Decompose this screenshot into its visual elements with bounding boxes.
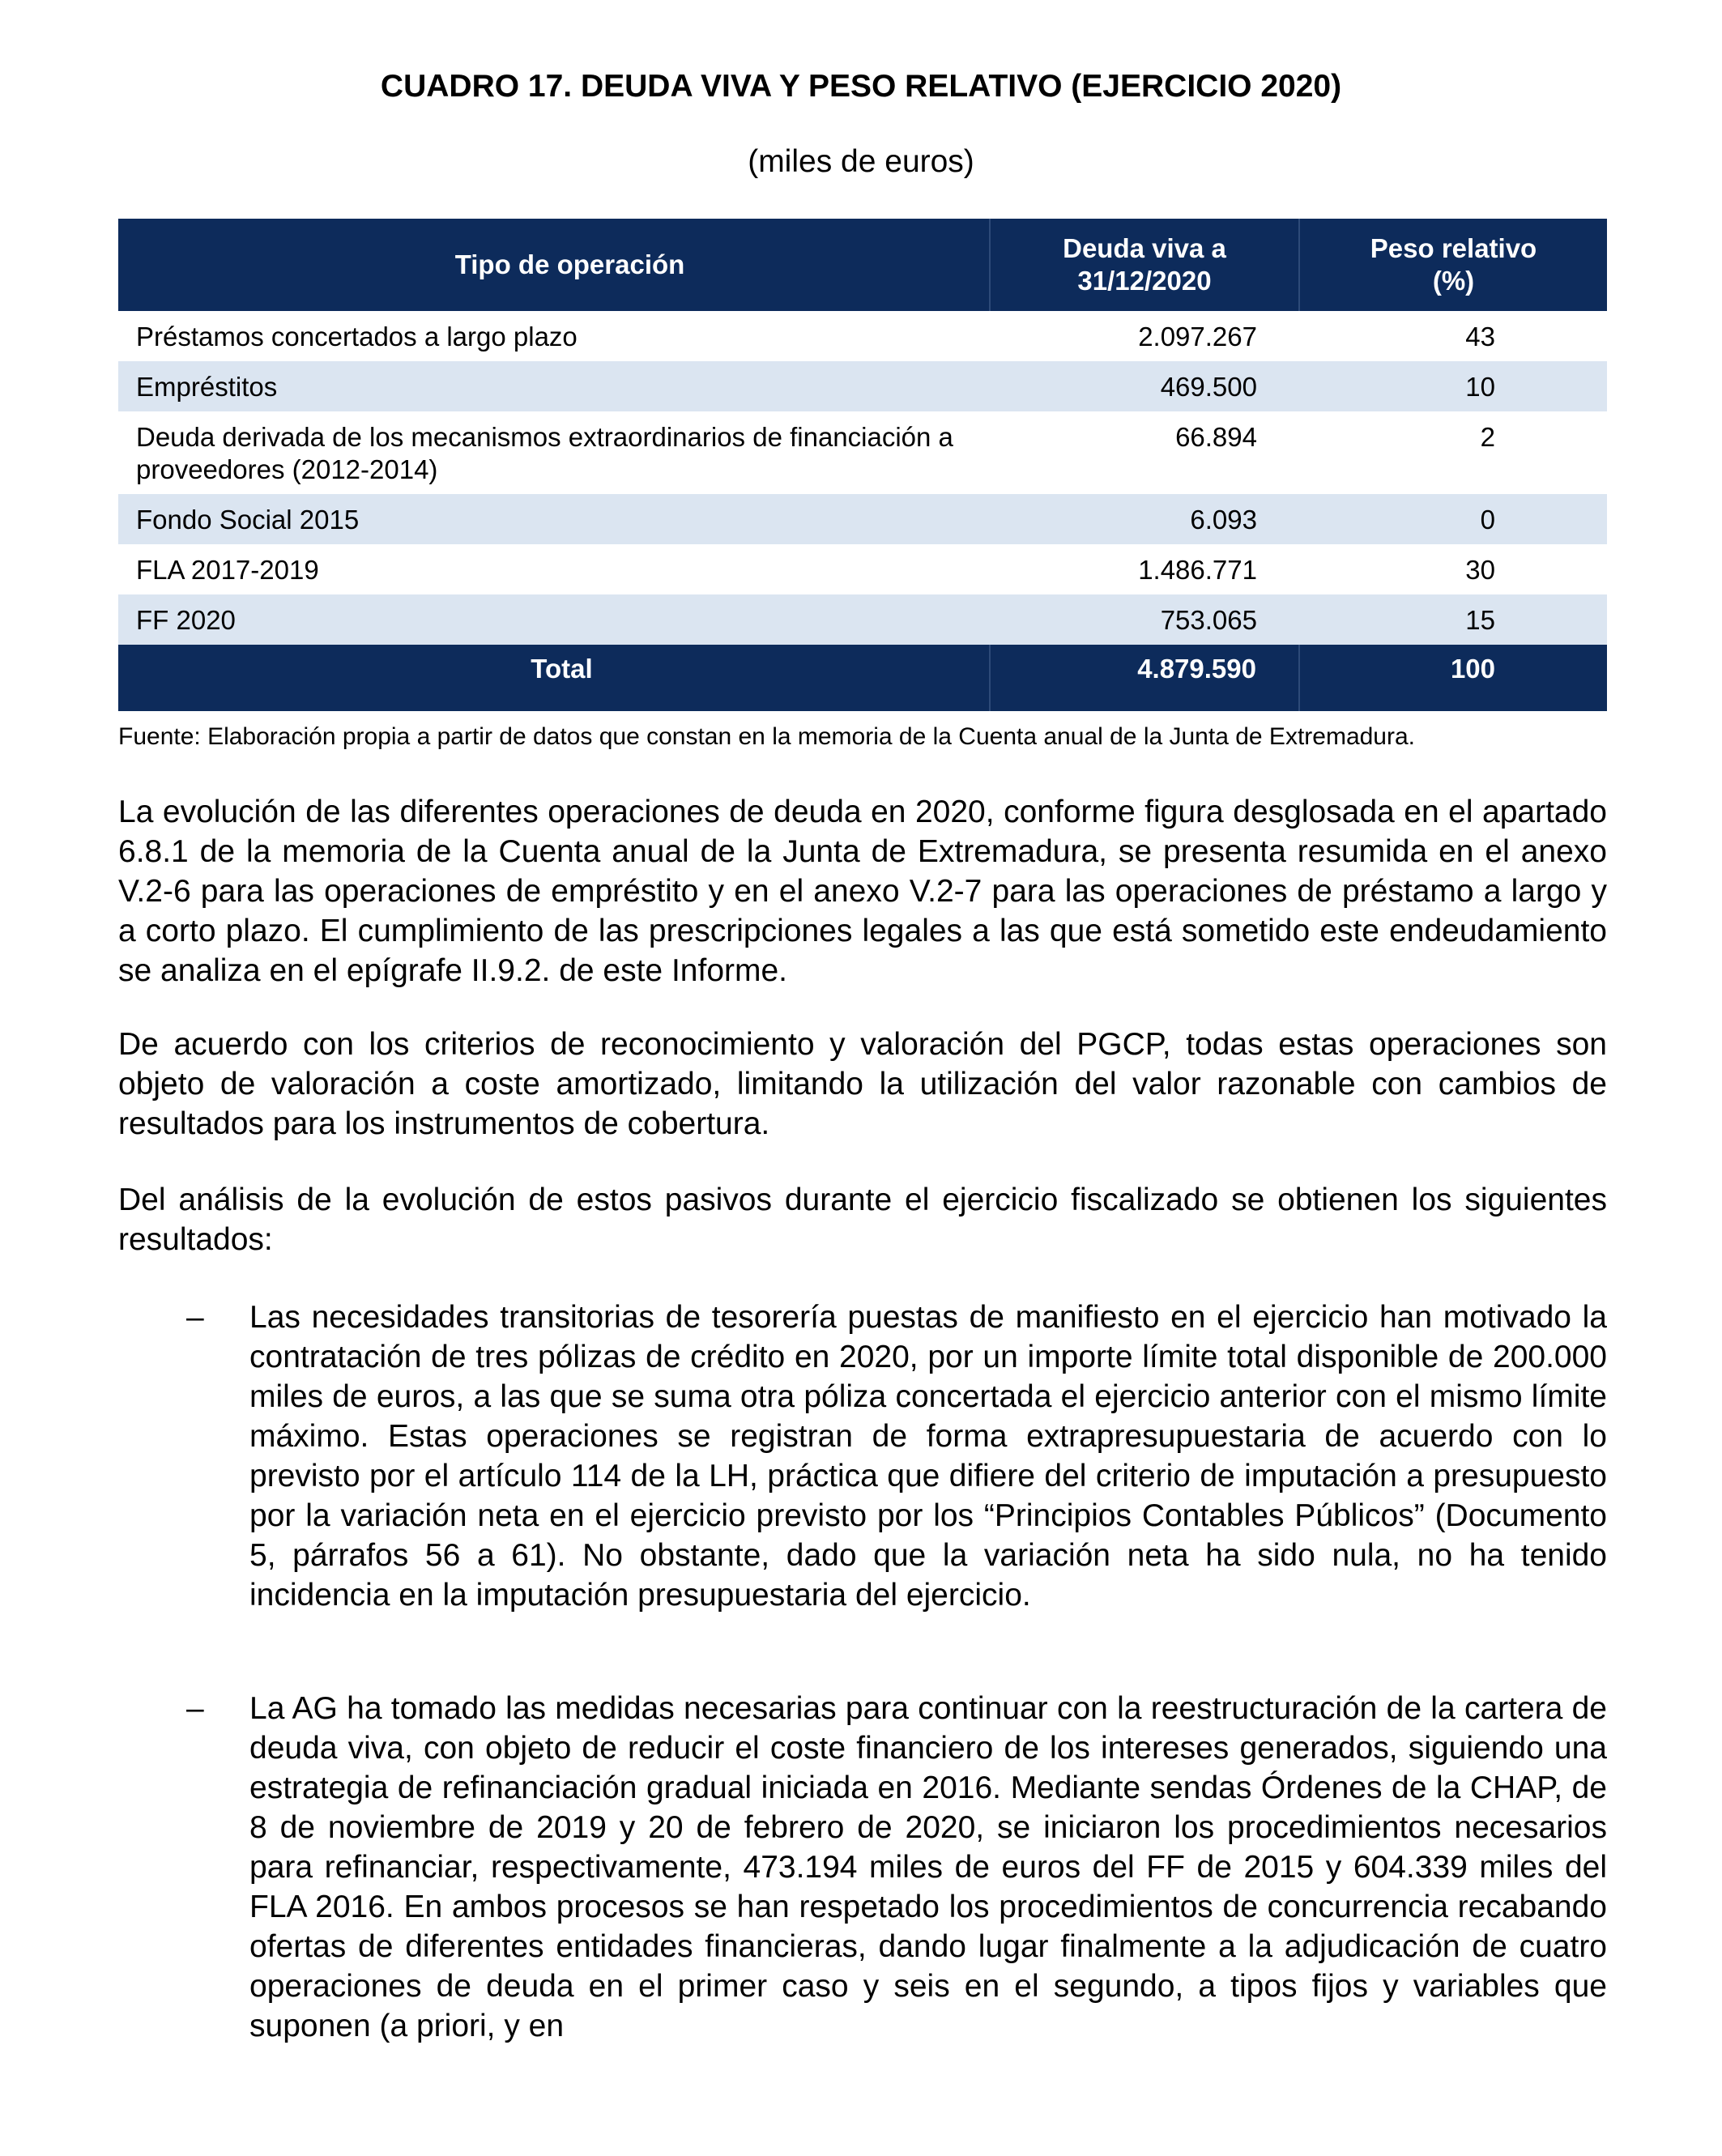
table-subtitle: (miles de euros) bbox=[748, 144, 974, 179]
total-peso: 100 bbox=[1299, 645, 1607, 711]
bullet-item-2: La AG ha tomado las medidas necesarias para continuar con la reestructuración de la cartera de deuda viva, con objeto de reducir el coste financiero de los intereses generados, siguiendo una estrategia de refinanciación gradual iniciada en 2016. Mediante sendas Órdenes de la CHAP, de 8 de noviembre de 2019 y 20 de febrero de 2020, se iniciaron los procedimientos necesarios para refinanciar, respectivamente, 473.194 miles de euros del FF de 2015 y 604.339 miles del FLA 2016. En ambos procesos se han respetado los procedimientos de concurrencia recabando ofertas de diferentes entidades financieras, dando lugar finalmente a la adjudicación de cuatro operaciones de deuda en el primer caso y seis en el segundo, a tipos fijos y variables que suponen (a priori, y en bbox=[249, 1691, 1607, 2043]
table-row bbox=[118, 361, 1607, 411]
header-peso-line2: (%) bbox=[1432, 266, 1475, 296]
row-deuda: 753.065 bbox=[990, 594, 1299, 645]
row-label: Empréstitos bbox=[118, 361, 990, 411]
row-deuda: 1.486.771 bbox=[1138, 555, 1257, 585]
table-source-note: Fuente: Elaboración propia a partir de datos que constan en la memoria de la Cuenta anual de la Junta de Extremadura. bbox=[118, 723, 1416, 750]
table-row bbox=[118, 411, 1607, 494]
paragraph-1: La evolución de las diferentes operaciones de deuda en 2020, conforme figura desglosada en el apartado 6.8.1 de la memoria de la Cuenta anual de la Junta de Extremadura, se presenta resumida en el anexo V.2-6 para las operaciones de empréstito y en el anexo V.2-7 para las operaciones de préstamo a largo y a corto plazo. El cumplimiento de las prescripciones legales a las que está sometido este endeudamiento se analiza en el epígrafe II.9.2. de este Informe. bbox=[118, 795, 1607, 988]
header-deuda-line2: 31/12/2020 bbox=[1077, 266, 1212, 296]
row-label: Préstamos concertados a largo plazo bbox=[136, 322, 578, 352]
row-peso: 2 bbox=[1480, 422, 1495, 452]
header-peso bbox=[1299, 219, 1607, 311]
header-tipo: Tipo de operación bbox=[118, 219, 990, 311]
row-peso: 43 bbox=[1465, 322, 1495, 352]
table-row bbox=[118, 544, 1607, 594]
table-title: CUADRO 17. DEUDA VIVA Y PESO RELATIVO (EJERCICIO 2020) bbox=[380, 69, 1342, 104]
paragraph-2: De acuerdo con los criterios de reconocimiento y valoración del PGCP, todas estas operaciones son objeto de valoración a coste amortizado, limitando la utilización del valor razonable con cambios de resultados para los instrumentos de cobertura. bbox=[118, 1027, 1607, 1141]
row-deuda: 469.500 bbox=[990, 361, 1299, 411]
row-peso: 30 bbox=[1465, 555, 1495, 585]
row-label: Deuda derivada de los mecanismos extraordinarios de financiación a proveedores (2012-2014) bbox=[136, 422, 953, 484]
header-deuda bbox=[990, 219, 1299, 311]
bullet-dash-2: – bbox=[186, 1691, 204, 1726]
row-deuda: 66.894 bbox=[1175, 422, 1257, 452]
row-peso: 15 bbox=[1299, 594, 1607, 645]
paragraph-3: Del análisis de la evolución de estos pasivos durante el ejercicio fiscalizado se obtienen los siguientes resultados: bbox=[118, 1182, 1607, 1257]
table-row bbox=[118, 594, 1607, 645]
header-peso-line1: Peso relativo bbox=[1370, 233, 1537, 263]
bullet-dash-1: – bbox=[186, 1300, 204, 1335]
total-label: Total bbox=[118, 645, 990, 711]
total-deuda: 4.879.590 bbox=[990, 645, 1299, 711]
row-label: Fondo Social 2015 bbox=[118, 494, 990, 544]
row-label: FLA 2017-2019 bbox=[136, 555, 319, 585]
table-row bbox=[118, 311, 1607, 361]
bullet-item-1: Las necesidades transitorias de tesorería puestas de manifiesto en el ejercicio han motivado la contratación de tres pólizas de crédito en 2020, por un importe límite total disponible de 200.000 miles de euros, a las que se suma otra póliza concertada el ejercicio anterior con el mismo límite máximo. Estas operaciones se registran de forma extrapresupuestaria de acuerdo con lo previsto por el artículo 114 de la LH, práctica que difiere del criterio de imputación a presupuesto por la variación neta en el ejercicio previsto por los “Principios Contables Públicos” (Documento 5, párrafos 56 a 61). No obstante, dado que la variación neta ha sido nula, no ha tenido incidencia en la imputación presupuestaria del ejercicio. bbox=[249, 1300, 1607, 1613]
debt-table bbox=[118, 219, 1607, 711]
table-total-row bbox=[118, 645, 1607, 711]
row-peso: 0 bbox=[1299, 494, 1607, 544]
row-peso: 10 bbox=[1299, 361, 1607, 411]
table-header-row bbox=[118, 219, 1607, 311]
header-deuda-line1: Deuda viva a bbox=[1063, 233, 1226, 263]
table-row bbox=[118, 494, 1607, 544]
row-deuda: 6.093 bbox=[990, 494, 1299, 544]
row-deuda: 2.097.267 bbox=[1138, 322, 1257, 352]
row-label: FF 2020 bbox=[118, 594, 990, 645]
